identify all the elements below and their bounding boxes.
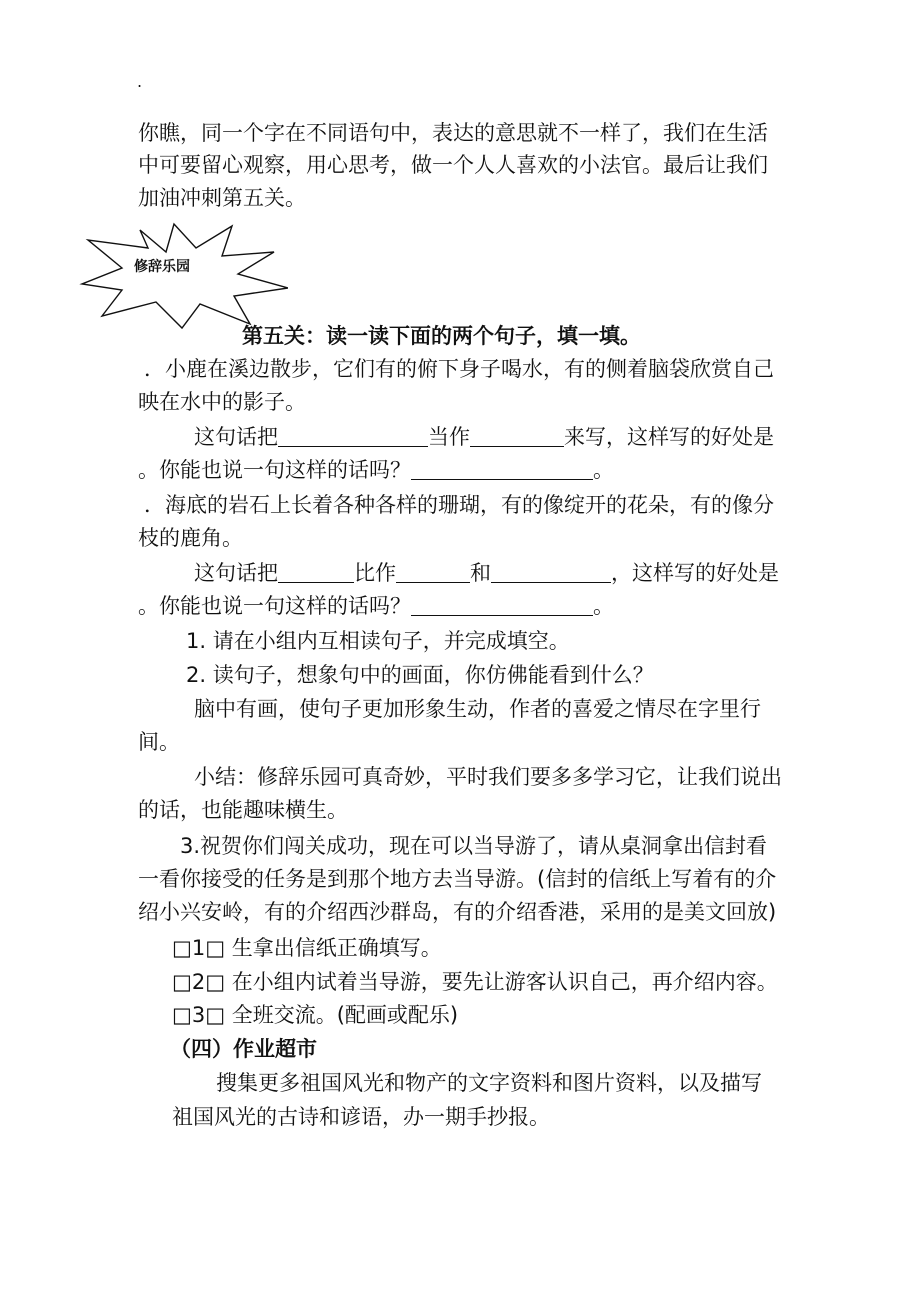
answer-blank[interactable] [278, 560, 354, 583]
level-title: 第五关：读一读下面的两个句子，填一填。 [242, 324, 641, 348]
step-3-line-2: 一看你接受的任务是到那个地方去当导游。(信封的信纸上写着有的介 [138, 867, 777, 891]
substep-1: □1□ 生拿出信纸正确填写。 [172, 936, 442, 960]
sentence-2-line-2: 枝的鹿角。 [138, 526, 243, 550]
note-line-1: 脑中有画，使句子更加形象生动，作者的喜爱之情尽在字里行 [194, 697, 761, 721]
step-2: 2. 读句子，想象句中的画面，你仿佛能看到什么？ [186, 663, 654, 687]
fill-mid: 比作 [354, 561, 396, 585]
ask-end: 。 [593, 594, 614, 618]
answer-blank[interactable] [491, 560, 611, 583]
answer-blank[interactable] [396, 560, 470, 583]
intro-line-3: 加油冲刺第五关。 [138, 186, 306, 210]
sentence-1-line-1: ．小鹿在溪边散步，它们有的俯下身子喝水，有的侧着脑袋欣赏自己 [144, 357, 774, 381]
ask-text: 。你能也说一句这样的话吗？ [138, 594, 411, 618]
sentence-2-ask [138, 590, 614, 622]
fill-suffix: 来写，这样写的好处是 [564, 425, 774, 449]
answer-blank[interactable] [411, 593, 593, 616]
burst-badge-shape [78, 222, 288, 332]
sentence-1-line-2: 映在水中的影子。 [138, 390, 306, 414]
step-3-line-3: 绍小兴安岭，有的介绍西沙群岛，有的介绍香港，采用的是美文回放) [138, 900, 777, 924]
fill-prefix: 这句话把 [194, 425, 278, 449]
homework-line-2: 祖国风光的古诗和谚语，办一期手抄报。 [172, 1105, 550, 1129]
note-line-2: 间。 [138, 730, 180, 754]
sentence-1-ask [138, 454, 614, 486]
summary-line-1: 小结：修辞乐园可真奇妙，平时我们要多多学习它，让我们说出 [194, 765, 782, 789]
ask-text: 。你能也说一句这样的话吗？ [138, 458, 411, 482]
sentence-2-line-1: ．海底的岩石上长着各种各样的珊瑚，有的像绽开的花朵，有的像分 [144, 493, 774, 517]
step-1: 1. 请在小组内互相读句子，并完成填空。 [186, 629, 570, 653]
homework-title: （四）作业超市 [170, 1037, 317, 1061]
answer-blank[interactable] [278, 424, 428, 447]
fill-suffix: ，这样写的好处是 [611, 561, 779, 585]
homework-line-1: 搜集更多祖国风光和物产的文字资料和图片资料，以及描写 [216, 1071, 762, 1095]
intro-line-1: 你瞧，同一个字在不同语句中，表达的意思就不一样了，我们在生活 [138, 121, 768, 145]
substep-3: □3□ 全班交流。(配画或配乐) [172, 1003, 459, 1027]
burst-badge-label: 修辞乐园 [134, 259, 190, 275]
substep-2: □2□ 在小组内试着当导游，要先让游客认识自己，再介绍内容。 [172, 970, 778, 994]
page-marker: . [137, 72, 143, 91]
ask-end: 。 [593, 458, 614, 482]
sentence-1-fill [194, 421, 774, 453]
fill-prefix: 这句话把 [194, 561, 278, 585]
step-3-line-1: 3.祝贺你们闯关成功，现在可以当导游了，请从桌洞拿出信封看 [180, 834, 768, 858]
sentence-2-fill [194, 557, 779, 589]
summary-line-2: 的话，也能趣味横生。 [138, 798, 348, 822]
intro-line-2: 中可要留心观察，用心思考，做一个人人喜欢的小法官。最后让我们 [138, 153, 768, 177]
answer-blank[interactable] [470, 424, 564, 447]
fill-and: 和 [470, 561, 491, 585]
answer-blank[interactable] [411, 457, 593, 480]
fill-mid: 当作 [428, 425, 470, 449]
